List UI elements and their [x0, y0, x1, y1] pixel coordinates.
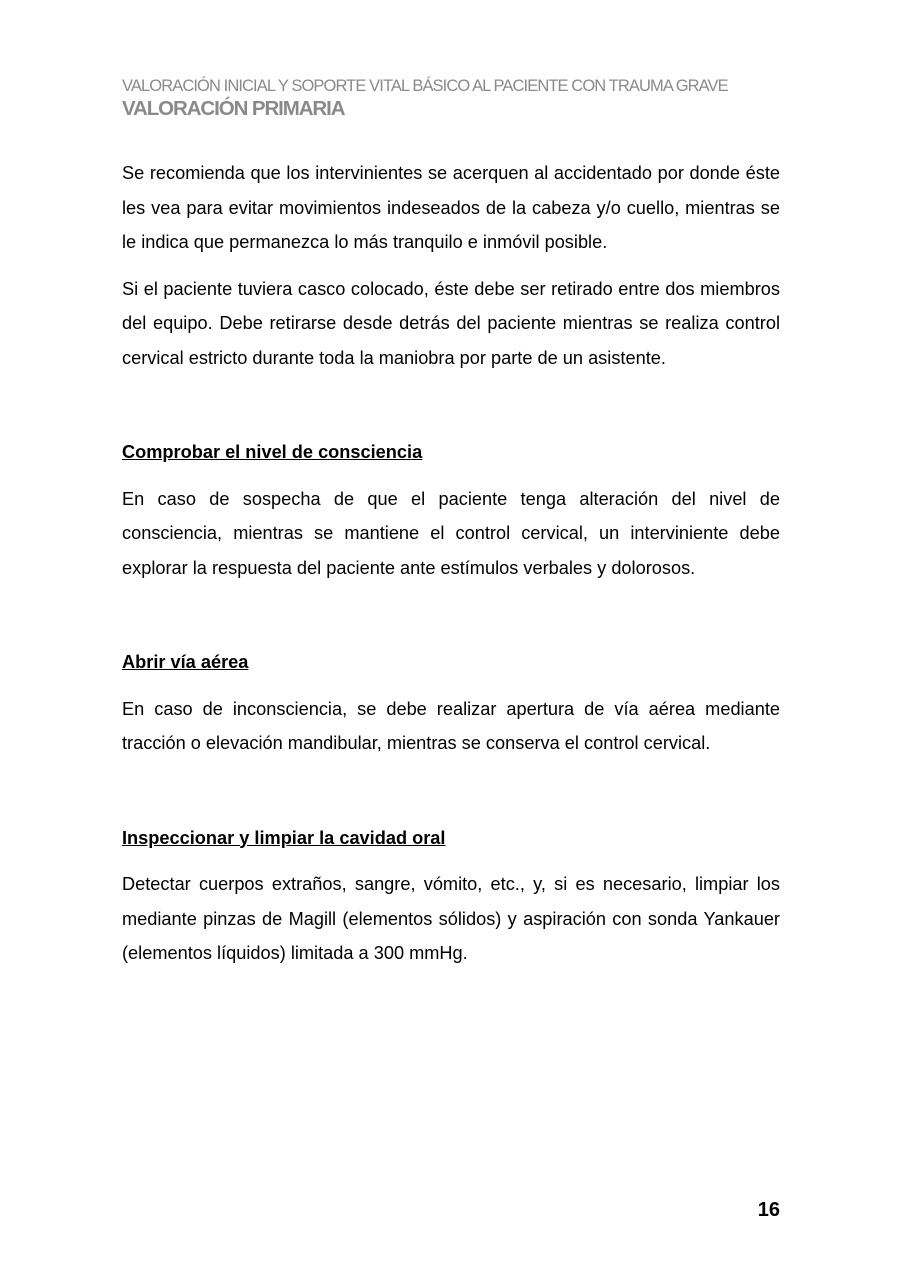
- header-title: VALORACIÓN PRIMARIA: [122, 97, 345, 120]
- section-heading-oral-cavity: Inspeccionar y limpiar la cavidad oral: [122, 827, 446, 848]
- header-subtitle: VALORACIÓN INICIAL Y SOPORTE VITAL BÁSICO AL PACIENTE CON TRAUMA GRAVE: [122, 77, 728, 95]
- section-text-consciousness: En caso de sospecha de que el paciente tenga alteración del nivel de consciencia, mientras se mantiene el control cervical, un interviniente debe explorar la respuesta del paciente ante estímulos verbales y dolorosos.: [122, 488, 780, 578]
- page-header: [122, 76, 782, 122]
- page-number: 16: [757, 1199, 780, 1221]
- section-text-oral-cavity: Detectar cuerpos extraños, sangre, vómito, etc., y, si es necesario, limpiar los mediante pinzas de Magill (elementos sólidos) y aspiración con sonda Yankauer (elementos líquidos) limitada a 300 mmHg.: [122, 874, 780, 963]
- document-body: [122, 156, 780, 971]
- intro-paragraph-approach: Se recomienda que los intervinientes se acerquen al accidentado por donde éste les vea para evitar movimientos indeseados de la cabeza y/o cuello, mientras se le indica que permanezca lo más tranquilo e inmóvil posible.: [122, 163, 780, 252]
- section-heading-consciousness: Comprobar el nivel de consciencia: [122, 442, 423, 462]
- intro-paragraph-helmet: Si el paciente tuviera casco colocado, éste debe ser retirado entre dos miembros del equipo. Debe retirarse desde detrás del paciente mientras se realiza control cervical estricto durante toda la maniobra por parte de un asistente.: [122, 278, 780, 368]
- section-heading-airway: Abrir vía aérea: [122, 652, 249, 672]
- section-text-airway: En caso de inconsciencia, se debe realizar apertura de vía aérea mediante tracción o elevación mandibular, mientras se conserva el control cervical.: [122, 698, 780, 753]
